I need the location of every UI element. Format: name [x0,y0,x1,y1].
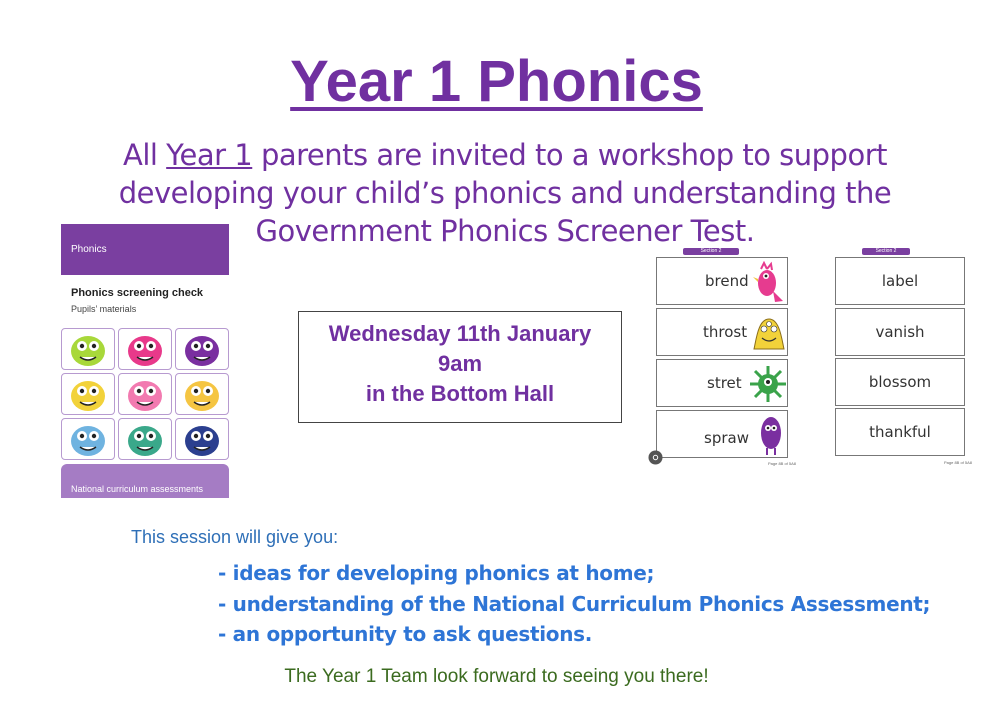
monster-icon [119,419,171,459]
word-card [656,257,788,305]
monster-icon [176,374,228,414]
intro-rest: parents are invited to a workshop to support developing your child’s phonics and understanding the Government Phonics Screener Test. [118,138,892,248]
monster-icon [62,329,114,369]
event-location: in the Bottom Hall [365,381,555,406]
monster-cell [175,328,229,370]
event-time: 9am [437,351,483,376]
drag-handle-icon[interactable] [648,450,663,465]
monster-icon [62,374,114,414]
monster-icon [176,419,228,459]
monster-icon [119,374,171,414]
word-card-text: throst [703,323,748,341]
word-card-text: blossom [868,373,932,391]
session-bullet: - understanding of the National Curriculum Phonics Assessment; [218,592,931,616]
word-card [656,359,788,407]
left-section-tag: Section 2 [683,248,739,255]
session-intro: This session will give you: [131,527,339,547]
word-card-text: spraw [704,429,749,447]
page-title: Year 1 Phonics [290,49,703,114]
session-bullet: - ideas for developing phonics at home; [218,561,655,585]
monster-cell [118,418,172,460]
word-card-text: thankful [869,423,931,441]
right-section-tag: Section 2 [862,248,910,255]
phonics-booklet-image [61,224,229,498]
monster-cell [175,418,229,460]
event-details-box [298,311,622,423]
monster-cell [175,373,229,415]
monster-cell [61,373,115,415]
word-card [656,308,788,356]
monster-cell [118,328,172,370]
word-card [835,257,965,305]
booklet-subtitle: Pupils’ materials [71,304,137,314]
monster-cell [61,418,115,460]
monster-icon [62,419,114,459]
word-card [835,408,965,456]
booklet-band: Phonics [61,224,229,275]
session-bullet: - an opportunity to ask questions. [218,622,593,646]
word-card [656,410,788,458]
word-card [835,358,965,406]
monster-icon [119,329,171,369]
left-page-ref: Page 8B of 5A8 [768,461,797,466]
monster-cell [61,328,115,370]
monster-cell [118,373,172,415]
yellow-monster-icon [752,313,786,353]
right-page-ref: Page 8B of 5A8 [944,460,973,465]
word-card-text: stret [707,374,742,392]
word-card-text: brend [705,272,749,290]
event-date: Wednesday 11th January [328,321,592,346]
purple-fuzzy-monster-icon [759,413,783,457]
booklet-title: Phonics screening check [71,287,204,299]
monster-icon [176,329,228,369]
green-spiky-monster-icon [749,364,787,404]
booklet-footer: National curriculum assessments [61,464,229,498]
word-card-text: vanish [875,323,925,341]
intro-highlight: Year 1 [166,138,253,172]
closing-message: The Year 1 Team look forward to seeing you there! [284,666,709,687]
word-card [835,308,965,356]
word-card-text: label [881,272,919,290]
intro-prefix: All [123,138,167,172]
pink-bird-monster-icon [753,261,785,305]
